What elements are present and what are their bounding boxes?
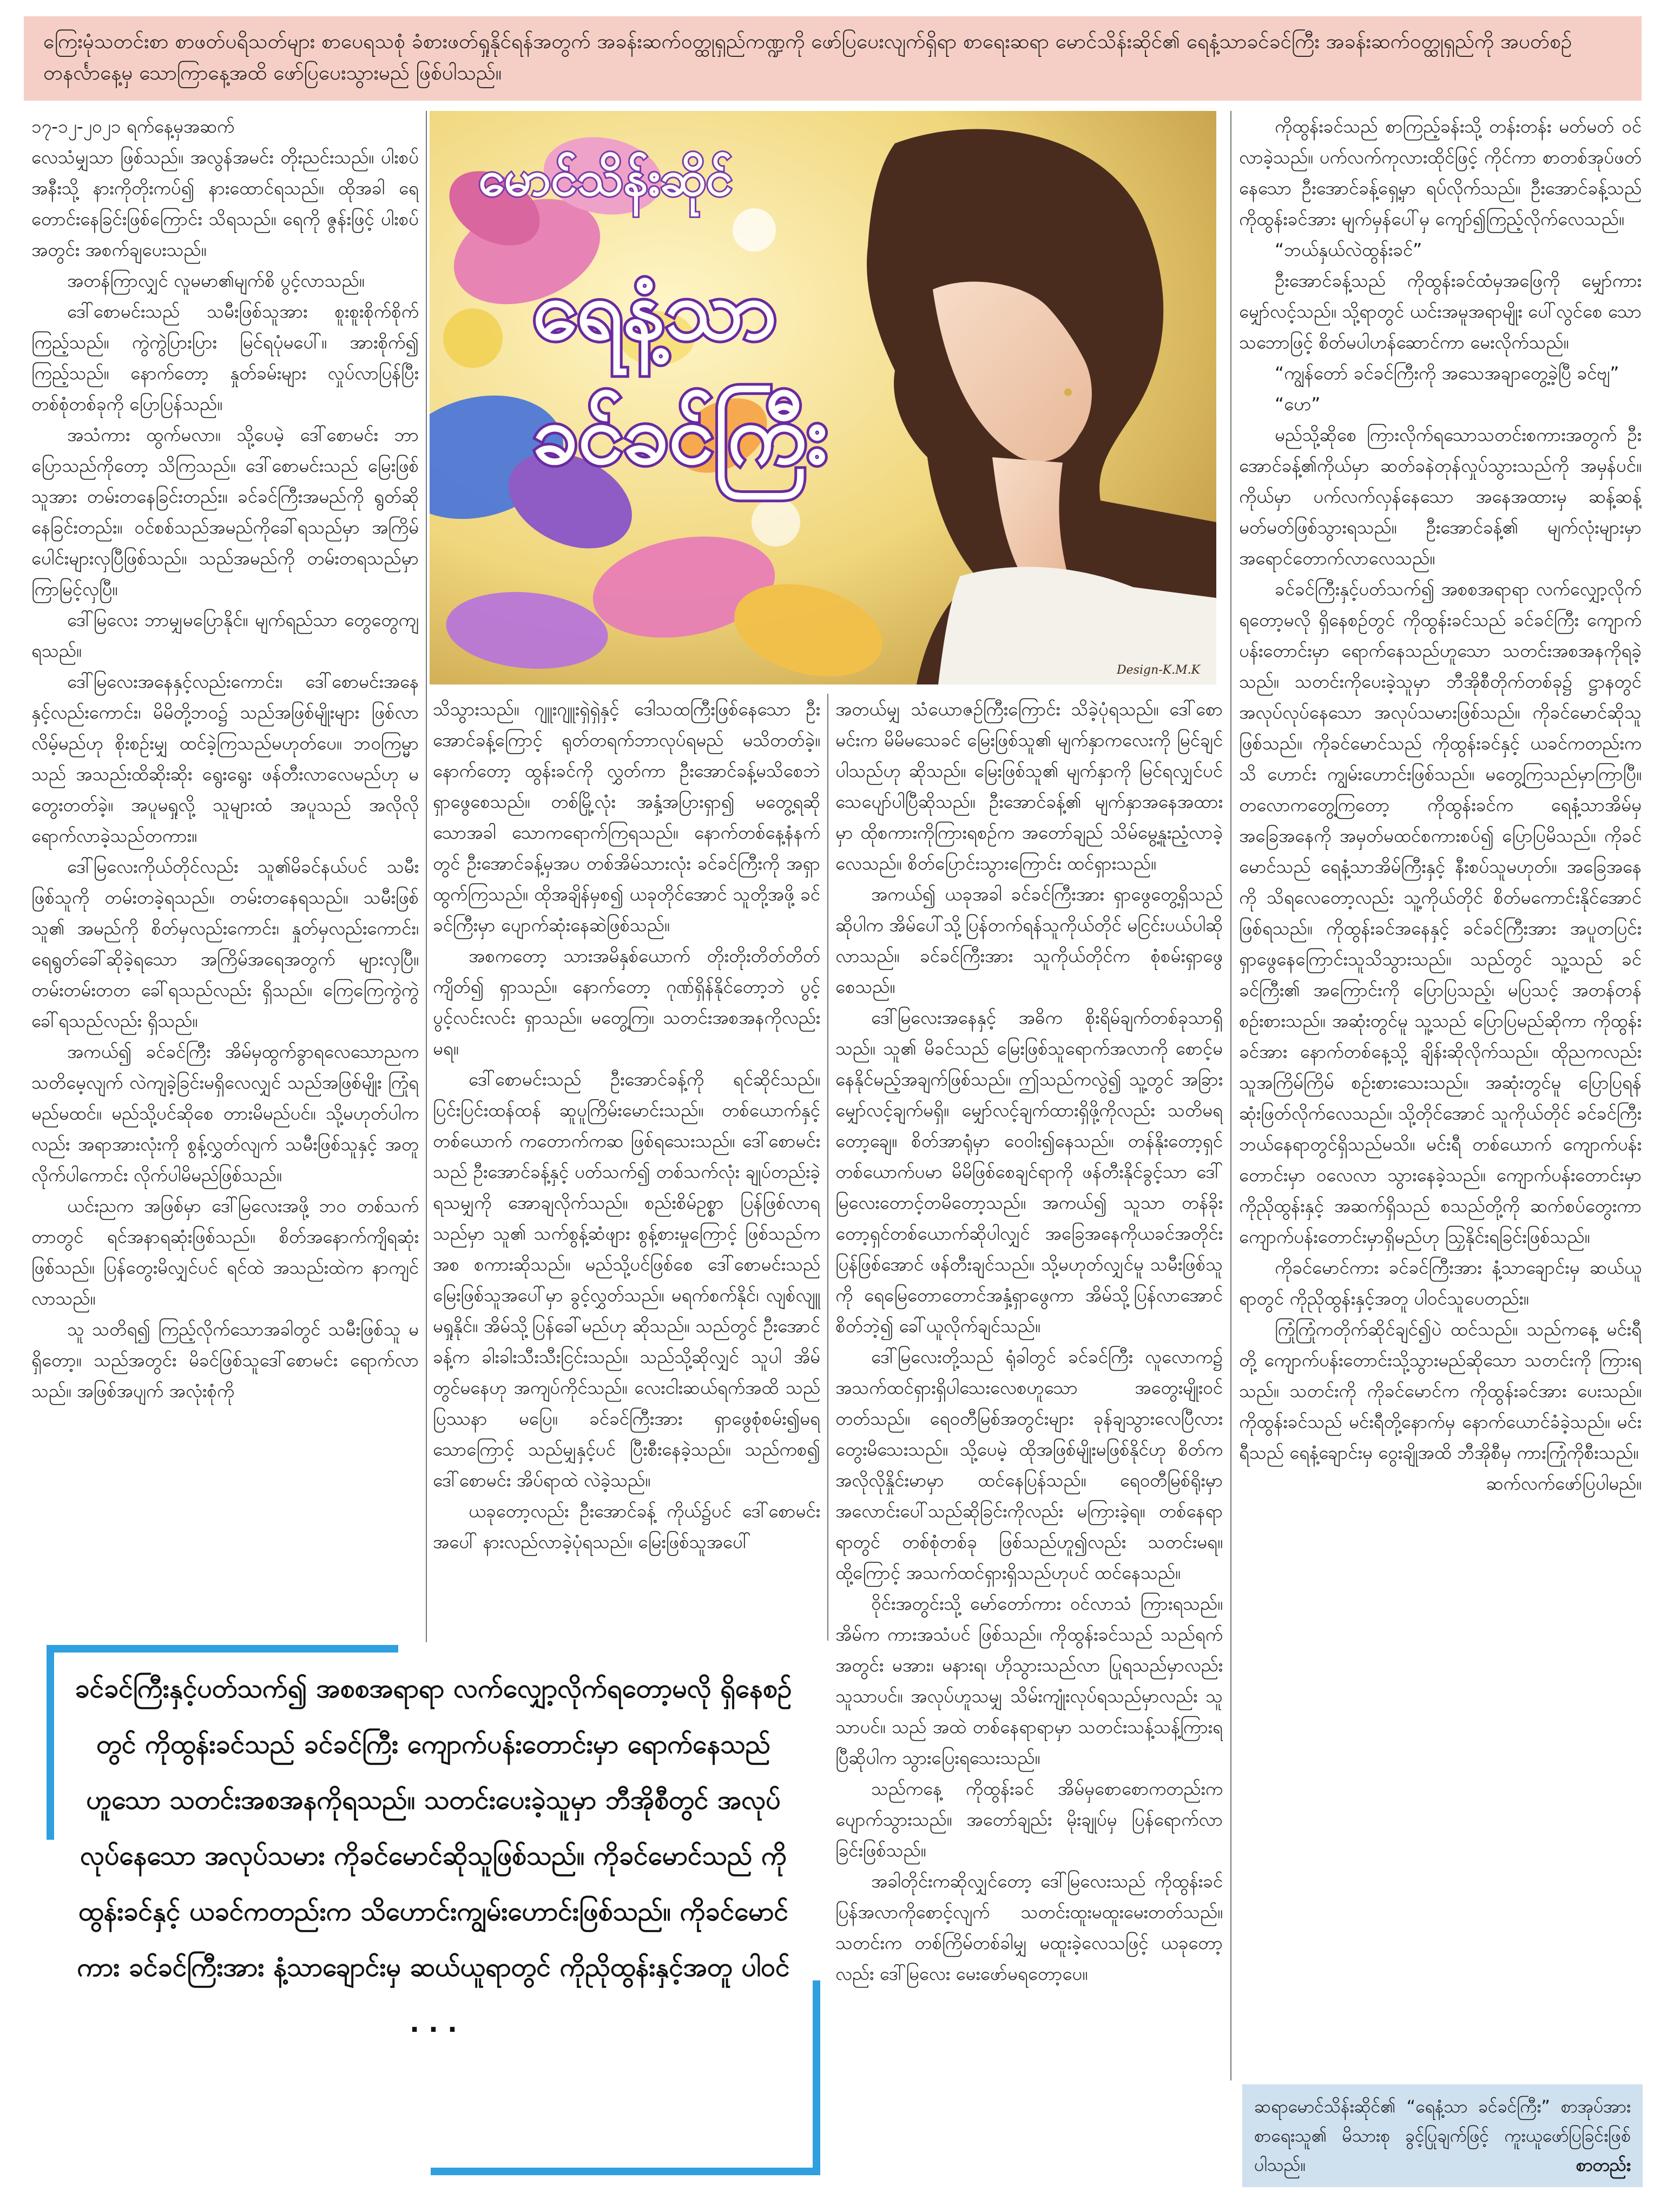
article-paragraph: “ဘယ်နှယ်လဲထွန်းခင်” bbox=[1275, 239, 1422, 260]
article-paragraph: ဒေါ်မြလေးကိုယ်တိုင်လည်း သူ၏မိခင်နယ်ပင် သမီး ဖြစ်သူကို တမ်းတခဲ့ရသည်။ တမ်းတနေရသည်။ သမီးဖြစ်သူ၏ အမည်ကို စိတ်မှလည်းကောင်း၊ နှုတ်မှလည်းကောင်း၊ ရေရွတ်ခေါ်ဆိုခဲ့ရသော အကြိမ်အရေအတွက် များလှပြီ။ တမ်းတမ်းတတ ခေါ်ရသည်လည်း ရှိသည်။ ကြေကြေကွဲကွဲ ခေါ်ရသည်လည်း ရှိသည်။ bbox=[31, 856, 419, 1031]
title-illustration-art bbox=[430, 111, 1216, 684]
story-title-line-2: ခင်ခင်ကြီး bbox=[532, 388, 828, 482]
pull-quote-border bbox=[47, 1645, 54, 1840]
article-paragraph: ၁၇-၁၂-၂၀၂၁ ရက်နေ့မှအဆက် bbox=[31, 116, 235, 137]
article-paragraph: သိသွားသည်။ ဂျူးဂျူးရှဲရှဲနှင့် ဒေါသထကြီးဖြစ်နေသော ဦးအောင်ခန့်ကြောင့် ရုတ်တရက်ဘာလုပ်ရမည် မသိတတ်ခဲ့။ နောက်တော့ ထွန်းခင်ကို လွှတ်ကာ ဦးအောင်ခန့်မသိစေဘဲ ရှာဖွေစေသည်။ တစ်မြို့လုံး အနှံ့အပြားရှာ၍ မတွေ့ရဆိုသောအခါ သောကရောက်ကြရသည်။ နောက်တစ်နေ့နံနက်တွင် ဦးအောင်ခန့်မှအပ တစ်အိမ်သားလုံး ခင်ခင်ကြီးကို အရှာထွက်ကြသည်။ ထိုအချိန်မှစ၍ ယခုတိုင်အောင် သူတို့အဖို့ ခင်ခင်ကြီးမှာ ပျောက်ဆုံးနေဆဲဖြစ်သည်။ bbox=[433, 699, 820, 936]
article-paragraph: “ဟေ” bbox=[1275, 393, 1321, 414]
author-name: မောင်သိန်းဆိုင် bbox=[478, 150, 733, 206]
article-paragraph: အခါတိုင်းကဆိုလျှင်တော့ ဒေါ်မြလေးသည် ကိုထွန်းခင် ပြန်အလာကိုစောင့်လျက် သတင်းထူးမထူးမေးတတ်သည်။ သတင်းက တစ်ကြိမ်တစ်ခါမျှ မထူးခဲ့လေသဖြင့် ယခုတော့လည်း ဒေါ်မြလေး မေးဖော်မရတော့ပေ။ bbox=[835, 1871, 1223, 1984]
article-paragraph: အတန်ကြာလျှင် လူမမာ၏မျက်စိ ပွင့်လာသည်။ bbox=[67, 270, 365, 291]
article-paragraph: ကြုံကြုံကတိုက်ဆိုင်ချင်၍ပဲ ထင်သည်။ သည်ကနေ့ မင်းရီတို့ ကျောက်ပန်းတောင်းသို့သွားမည်ဆိုသော သတင်းကို ကြားရသည်။ သတင်းကို ကိုခင်မောင်က ကိုထွန်းခင်အား ပေးသည်။ ကိုထွန်းခင်သည် မင်းရီတို့နောက်မှ နောက်ယောင်ခံခဲ့သည်။ မင်းရီသည် ရေနံ့ချောင်းမှ ဝွေးချိုအထိ ဘီအိုစီမှ ကားကြုံကိုစီးသည်။ bbox=[1239, 1319, 1642, 1463]
article-column-3 bbox=[835, 694, 1223, 2193]
title-illustration bbox=[430, 111, 1216, 684]
article-paragraph: “ကျွန်တော် ခင်ခင်ကြီးကို အသေအချာတွေ့ခဲ့ပြီ ခင်ဗျ” bbox=[1275, 363, 1619, 384]
pull-quote-border bbox=[431, 2168, 820, 2175]
article-paragraph: ဒေါ်စောမင်းသည် ဦးအောင်ခန့်ကို ရင်ဆိုင်သည်။ ပြင်းပြင်းထန်ထန် ဆူပူကြိမ်းမောင်းသည်။ တစ်ယောက်နှင့်တစ်ယောက် ကတောက်ကဆ ဖြစ်ရသေးသည်။ ဒေါ်စောမင်းသည် ဦးအောင်ခန့်နှင့် ပတ်သက်၍ တစ်သက်လုံး ချုပ်တည်းခဲ့ရသမျှကို အောချလိုက်သည်။ စည်းစိမ်ဥစ္စာ ပြန်ဖြစ်လာရသည်မှာ သူ၏ သက်စွန့်ဆံဖျား စွန့်စားမှုကြောင့် ဖြစ်သည်ကအစ စကားဆိုသည်။ မည်သို့ပင်ဖြစ်စေ ဒေါ်စောမင်းသည် မြေးဖြစ်သူအပေါ်မှာ ခွင့်လွှတ်သည်။ မရက်စက်နိုင်၊ လျစ်လျူမရှုနိုင်။ အိမ်သို့ပြန်ခေါ်မည်ဟု ဆိုသည်။ သည်တွင် ဦးအောင်ခန့်က ခါးခါးသီးသီးငြင်းသည်။ သည်သို့ဆိုလျှင် သူပါ အိမ်တွင်မနေဟု အကျပ်ကိုင်သည်။ လေးငါးဆယ်ရက်အထိ သည်ပြဿနာ မပြေ။ ခင်ခင်ကြီးအား ရှာဖွေစုံစမ်း၍မရသောကြောင့် သည်မျှနှင့်ပင် ပြီးစီးနေခဲ့သည်။ သည်ကစ၍ ဒေါ်စောမင်း အိပ်ရာထဲ လဲခဲ့သည်။ bbox=[433, 1069, 820, 1491]
editor-note bbox=[1242, 2084, 1643, 2187]
article-paragraph: မည်သို့ဆိုစေ ကြားလိုက်ရသောသတင်းစကားအတွက် ဦးအောင်ခန့်၏ကိုယ်မှာ ဆတ်ခနဲတုန်လှုပ်သွားသည်ကို အမှန်ပင်။ ကိုယ်မှာ ပက်လက်လှန်နေသော အနေအထားမှ ဆန့်ဆန့်မတ်မတ်ဖြစ်သွားရသည်။ ဦးအောင်ခန့်၏ မျက်လုံးများမှာ အရောင်တောက်လာလေသည်။ bbox=[1239, 424, 1642, 569]
article-paragraph: အစကတော့ သားအမိနှစ်ယောက် တိုးတိုးတိတ်တိတ်ကျိတ်၍ ရှာသည်။ နောက်တော့ ဂုဏ်ရှိန်နိုင်တော့ဘဲ ပွင့်ပွင့်လင်းလင်း ရှာသည်။ မတွေ့ကြ။ သတင်းအစအနကိုလည်း မရ။ bbox=[433, 945, 820, 1059]
article-column-2 bbox=[433, 694, 820, 1634]
article-paragraph: ဒေါ်စောမင်းသည် သမီးဖြစ်သူအား စူးစူးစိုက်စိုက် ကြည့်သည်။ ကွဲကွဲပြားပြား မြင်ရပုံမပေါ်။ အားစိုက်၍ ကြည့်သည်။ နောက်တော့ နှုတ်ခမ်းများ လှုပ်လာပြန်ပြီး တစ်စုံတစ်ခုကို ပြောပြန်သည်။ bbox=[31, 301, 419, 414]
article-paragraph: လေသံမျှသာ ဖြစ်သည်။ အလွန်အမင်း တိုးညင်းသည်။ ပါးစပ်အနီးသို့ နားကိုတိုးကပ်၍ နားထောင်ရသည်။ ထိုအခါ ရေတောင်းနေခြင်းဖြစ်ကြောင်း သိရသည်။ ရေကို ဇွန်းဖြင့် ပါးစပ်အတွင်း အစက်ချပေးသည်။ bbox=[31, 147, 419, 260]
article-paragraph: ကိုခင်မောင်ကား ခင်ခင်ကြီးအား နံ့သာချောင်းမှ ဆယ်ယူရာတွင် ကိုညိုထွန်းနှင့်အတူ ပါဝင်သူပေတည်း။ bbox=[1239, 1257, 1642, 1309]
article-paragraph: ဒေါ်မြလေးအနေနှင့် အဓိက စိုးရိမ်ချက်တစ်ခုသာရှိသည်။ သူ၏ မိခင်သည် မြေးဖြစ်သူရောက်အလာကို စောင့်မနေနိုင်မည့်အချက်ဖြစ်သည်။ ဤသည်ကလွဲ၍ သူ့တွင် အခြားမျှော်လင့်ချက်မရှိ။ မျှော်လင့်ချက်ထားရှိဖို့ကိုလည်း သတိမရတော့ချေ။ စိတ်အာရုံမှာ ဝေဝါး၍နေသည်။ တန်နိုးတော့ရှင်တစ်ယောက်ပမာ မိမိဖြစ်စေချင်ရာကို ဖန်တီးနိုင်ခွင့်သာ ဒေါ်မြလေးတောင့်တမိတော့သည်။ အကယ်၍ သူသာ တန်ခိုးတော့ရှင်တစ်ယောက်ဆိုပါလျှင် အခြေအနေကိုယခင်အတိုင်းပြန်ဖြစ်အောင် ဖန်တီးချင်သည်။ သို့မဟုတ်လျှင်မူ သမီးဖြစ်သူကို ရေမြေတောတောင်အနှံ့ရှာဖွေကာ အိမ်သို့ပြန်လာအောင် စိတ်ဘဲ့၍ ခေါ်ယူလိုက်ချင်သည်။ bbox=[835, 1007, 1223, 1337]
article-paragraph: ဒေါ်မြလေး ဘာမျှမပြောနိုင်။ မျက်ရည်သာ တွေတွေကျရသည်။ bbox=[31, 609, 419, 661]
design-credit: Design-K.M.K bbox=[1117, 663, 1201, 677]
article-paragraph: ဆက်လက်ဖော်ပြပါမည်။ bbox=[1486, 1473, 1642, 1494]
intro-banner bbox=[24, 16, 1642, 101]
article-paragraph: ယခုတော့လည်း ဦးအောင်ခန့် ကိုယ်၌ပင် ဒေါ်စောမင်းအပေါ် နားလည်လာခဲ့ပုံရသည်။ မြေးဖြစ်သူအပေါ် bbox=[433, 1500, 820, 1552]
article-paragraph: သူ သတိရ၍ ကြည့်လိုက်သောအခါတွင် သမီးဖြစ်သူ မရှိတော့။ သည်အတွင်း မိခင်ဖြစ်သူဒေါ်စောမင်း ရောက်လာသည်။ အဖြစ်အပျက် အလုံးစုံကို bbox=[31, 1319, 419, 1401]
article-paragraph: ခင်ခင်ကြီးနှင့်ပတ်သက်၍ အစစအရာရာ လက်လျှော့လိုက်ရတော့မလို ရှိနေစဉ်တွင် ကိုထွန်းခင်သည် ခင်ခင်ကြီး ကျောက်ပန်းတောင်းမှာ ရောက်နေသည်ဟူသော သတင်းအစအနကိုရခဲ့သည်။ သတင်းကိုပေးခဲ့သူမှာ ဘီအိုစီတိုက်တစ်ခု၌ ဋ္ဌာနတွင် အလုပ်လုပ်နေသော အလုပ်သမားဖြစ်သည်။ ကိုခင်မောင်ဆိုသူဖြစ်သည်။ ကိုခင်မောင်သည် ကိုထွန်းခင်နှင့် ယခင်ကတည်းက သိ ဟောင်း ကျွမ်းဟောင်းဖြစ်သည်။ မတွေ့ကြသည်မှာကြာပြီ။ တလောကတွေ့ကြတော့ ကိုထွန်းခင်က ရေနံ့သာအိမ်မှ အခြေအနေကို အမှတ်မထင်စကားစပ်၍ ပြောပြမိသည်။ ကိုခင်မောင်သည် ရေနံ့သာအိမ်ကြီးနှင့် နီးစပ်သူမဟုတ်။ အခြေအနေကို သိရလေတော့လည်း သူ့ကိုယ်တိုင် စိတ်မကောင်းနိုင်အောင် ဖြစ်ရသည်။ ကိုထွန်းခင်အနေနှင့် ခင်ခင်ကြီးအား အပူတပြင်း ရှာဖွေနေကြောင်းသူသိသွားသည်။ သည်တွင် သူ့သည် ခင်ခင်ကြီး၏ အကြောင်းကို ပြောပြသည့်၊ မပြသင့် အတန်တန်စဉ်းစားသည်။ အဆုံးတွင်မူ သူ့သည် ပြောပြမည်ဆိုကာ ကိုထွန်းခင်အား နောက်တစ်နေ့သို့ ချိန်းဆိုလိုက်သည်။ ထိုညကလည်း သူအကြိမ်ကြိမ် စဉ်းစားသေးသည်။ အဆုံးတွင်မူ ပြောပြရန်ဆုံးဖြတ်လိုက်လေသည်။ သို့တိုင်အောင် သူကိုယ်တိုင် ခင်ခင်ကြီး ဘယ်နေရာတွင်ရှိသည်မသိ။ မင်းရီ တစ်ယောက် ကျောက်ပန်းတောင်းမှာ ဝလေလာ သွားနေခဲ့သည်။ ကျောက်ပန်းတောင်းမှာ ကိုညိုထွန်းနှင့် အဆက်ရှိသည် စသည်တို့ကို ဆက်စပ်တွေးကာ ကျောက်ပန်းတောင်းမှာရှိမည်ဟု ဩှနိုင်းရခြင်းဖြစ်သည်။ bbox=[1239, 578, 1642, 1247]
article-paragraph: ဝိုင်းအတွင်းသို့ မော်တော်ကား ဝင်လာသံ ကြားရသည်။ အိမ်က ကားအသံပင် ဖြစ်သည်။ ကိုထွန်းခင်သည် သည်ရက်အတွင်း မအား၊ မနားရ၊ ဟိုသွားသည်လာ ပြုရသည်မှာလည်း သူသာပင်။ အလုပ်ဟူသမျှ သိမ်းကျုံးလုပ်ရသည်မှာလည်း သူသာပင်။ သည် အထဲ တစ်နေရာရာမှာ သတင်းသန့်သန့်ကြားရပြီဆိုပါက သွားပြေးရသေးသည်။ bbox=[835, 1593, 1223, 1768]
pull-quote-border bbox=[47, 1645, 398, 1653]
article-paragraph: အသံကား ထွက်မလာ။ သို့ပေမဲ့ ဒေါ်စောမင်း ဘာပြောသည်ကိုတော့ သိကြသည်။ ဒေါ်စောမင်းသည် မြေးဖြစ်သူအား တမ်းတနေခြင်းတည်း။ ခင်ခင်ကြီးအမည်ကို ရွတ်ဆိုနေခြင်းတည်း။ ဝင်စစ်သည်အမည်ကိုခေါ်ရသည်မှာ အကြိမ်ပေါင်းများလှပြီဖြစ်သည်။ သည်အမည်ကို တမ်းတရသည်မှာ ကြာမြင့်လှပြီ။ bbox=[31, 424, 419, 600]
column-divider bbox=[426, 111, 427, 1642]
editor-note-sign: စာတည်း bbox=[1576, 2155, 1631, 2175]
article-paragraph: အကယ်၍ ခင်ခင်ကြီး အိမ်မှထွက်ခွာရလေသောညက သတိမေ့လျက် လဲကျခဲ့ခြင်းမရှိလေလျှင် သည်အဖြစ်မျိုး ကြုံရမည်မထင်။ မည်သို့ပင်ဆိုစေ တားမိမည်ပင်။ သို့မဟုတ်ပါကလည်း အရာအားလုံးကို စွန့်လွှတ်လျက် သမီးဖြစ်သူနှင့် အတူ လိုက်ပါကောင်း လိုက်ပါမိမည်ဖြစ်သည်။ bbox=[31, 1041, 419, 1186]
article-paragraph: ဒေါ်မြလေးတို့သည် ရုံခါတွင် ခင်ခင်ကြီး လူလောက၌ အသက်ထင်ရှားရှိပါသေးလေစဟူသော အတွေးမျိုးဝင်တတ်သည်။ ရေဝတီမြစ်အတွင်းများ ခုန်ချသွားလေပြီလား တွေးမိသေးသည်။ သို့ပေမဲ့ ထိုအဖြစ်မျိုးမဖြစ်နိုင်ဟု စိတ်က အလိုလိုနှိုင်းမာမှာ ထင်နေပြန်သည်။ ရေဝတီမြစ်ရိုးမှာ အလောင်းပေါ်သည်ဆိုခြင်းကိုလည်း မကြားခဲ့ရ။ တစ်နေရာရာတွင် တစ်စုံတစ်ခု ဖြစ်သည်ဟူ၍လည်း သတင်းမရ။ ထို့ကြောင့် အသက်ထင်ရှားရှိသည်ဟုပင် ထင်နေသည်။ bbox=[835, 1346, 1223, 1583]
article-paragraph: ဒေါ်မြလေးအနေနှင့်လည်းကောင်း၊ ဒေါ်စောမင်းအနေနှင့်လည်းကောင်း၊ မိမိတို့ဘဝ၌ သည်အဖြစ်မျိုးများ ဖြစ်လာလိမ့်မည်ဟု စိုးစဉ်းမျှ ထင်ခဲ့ကြသည်မဟုတ်ပေ။ ဘဝကြမ္မာသည် အသည်းထိဆိုးဆိုး ရွေးရွေး ဖန်တီးလာလေမည်ဟု မတွေးတတ်ခဲ့။ အပူမရှုလို့ သူများထံ အပူသည် အလိုလို ရောက်လာခဲ့သည်တကား။ bbox=[31, 671, 419, 846]
article-column-4 bbox=[1239, 111, 1642, 2081]
article-paragraph: အတယ်မျှ သံယောဇဉ်ကြီးကြောင်း သိခဲ့ပုံရသည်။ ဒေါ်စောမင်းက မိမိမသေခင် မြေးဖြစ်သူ၏ မျက်နှာကလေးကို မြင်ချင်ပါသည်ဟု ဆိုသည်။ မြေးဖြစ်သူ၏ မျက်နှာကို မြင်ရလျှင်ပင် သေပျော်ပါပြီဆိုသည်။ ဦးအောင်ခန့်၏ မျက်နှာအနေအထားမှာ ထိုစကားကိုကြားရစဉ်က အတော်ချည် သိမ်မွေ့နူးညံ့လာခဲ့လေသည်။ စိတ်ပြောင်းသွားကြောင်း ထင်ရှားသည်။ bbox=[835, 699, 1223, 874]
article-paragraph: အကယ်၍ ယခုအခါ ခင်ခင်ကြီးအား ရှာဖွေတွေ့ရှိသည်ဆိုပါက အိမ်ပေါ်သို့ပြန်တက်ရန်သူကိုယ်တိုင် မငြင်းပယ်ပါဆိုလာသည်။ ခင်ခင်ကြီးအား သူကိုယ်တိုင်က စုံစမ်းရှာဖွေစေသည်။ bbox=[835, 884, 1223, 997]
story-title-line-1: ရေနံ့သာ bbox=[532, 264, 777, 358]
article-column-1 bbox=[31, 111, 419, 1634]
pull-quote bbox=[47, 1645, 820, 2175]
article-paragraph: ကိုထွန်းခင်သည် စာကြည့်ခန်းသို့ တန်းတန်း မတ်မတ် ဝင်လာခဲ့သည်။ ပက်လက်ကုလားထိုင်ဖြင့် ကိုင်ကာ စာတစ်အုပ်ဖတ်နေသော ဦးအောင်ခန့်ရှေ့မှာ ရပ်လိုက်သည်။ ဦးအောင်ခန့်သည် ကိုထွန်းခင်အား မျက်မှန်ပေါ်မှ ကျော်၍ကြည့်လိုက်လေသည်။ bbox=[1239, 116, 1642, 229]
editor-note-text: ဆရာမောင်သိန်းဆိုင်၏ “ရေနံ့သာ ခင်ခင်ကြီး” စာအုပ်အား စာရေးသူ၏ မိသားစု ခွင့်ပြုချက်ဖြင့် ကူးယူဖော်ပြခြင်းဖြစ်ပါသည်။ bbox=[1254, 2096, 1631, 2175]
pull-quote-border bbox=[813, 1980, 820, 2175]
pull-quote-text: ခင်ခင်ကြီးနှင့်ပတ်သက်၍ အစစအရာရာ လက်လျှော့လိုက်ရတော့မလို ရှိနေစဉ်တွင် ကိုထွန်းခင်သည် ခင်ခင်ကြီး ကျောက်ပန်းတောင်းမှာ ရောက်နေသည်ဟူသော သတင်းအစအနကိုရသည်။ သတင်းပေးခဲ့သူမှာ ဘီအိုစီတွင် အလုပ်လုပ်နေသော အလုပ်သမား ကိုခင်မောင်ဆိုသူဖြစ်သည်။ ကိုခင်မောင်သည် ကိုထွန်းခင်နှင့် ယခင်ကတည်းက သိဟောင်းကျွမ်းဟောင်းဖြစ်သည်။ ကိုခင်မောင်ကား ခင်ခင်ကြီးအား နံ့သာချောင်းမှ ဆယ်ယူရာတွင် ကိုညိုထွန်းနှင့်အတူ ပါဝင် . . . bbox=[75, 1674, 792, 2038]
intro-banner-text: ကြေးမုံသတင်းစာ စာဖတ်ပရိသတ်များ စာပေရသစုံ ခံစားဖတ်ရှုနိုင်ရန်အတွက် အခန်းဆက်ဝတ္ထုရှည်ကဏ္ဍကို ဖော်ပြပေးလျက်ရှိရာ စာရေးဆရာ မောင်သိန်းဆိုင်၏ ရေနံ့သာခင်ခင်ကြီး အခန်းဆက်ဝတ္ထုရှည်ကို အပတ်စဉ် တနင်္လာနေ့မှ သောကြာနေ့အထိ ဖော်ပြပေးသွားမည် ဖြစ်ပါသည်။ bbox=[43, 30, 1572, 84]
column-divider bbox=[1230, 111, 1231, 2081]
article-paragraph: ယင်းညက အဖြစ်မှာ ဒေါ်မြလေးအဖို့ ဘဝ တစ်သက်တာတွင် ရင်အနာရဆုံးဖြစ်သည်။ စိတ်အနောက်ကျိရဆုံး ဖြစ်သည်။ ပြန်တွေးမိလျှင်ပင် ရင်ထဲ အသည်းထဲက နာကျင်လာသည်။ bbox=[31, 1195, 419, 1309]
column-divider bbox=[827, 694, 828, 1641]
article-paragraph: သည်ကနေ့ ကိုထွန်းခင် အိမ်မှစောစောကတည်းက ပျောက်သွားသည်။ အတော်ချည်း မိုးချုပ်မှ ပြန်ရောက်လာခြင်းဖြစ်သည်။ bbox=[835, 1778, 1223, 1861]
article-paragraph: ဦးအောင်ခန့်သည် ကိုထွန်းခင်ထံမှအဖြေကို မျှော်ကား မျှော်လင့်သည်။ သို့ရာတွင် ယင်းအမူအရာမျိုး ပေါ်လွင်စေ သောသဘောဖြင့် စိတ်မပါဟန်ဆောင်ကာ မေးလိုက်သည်။ bbox=[1239, 270, 1642, 353]
